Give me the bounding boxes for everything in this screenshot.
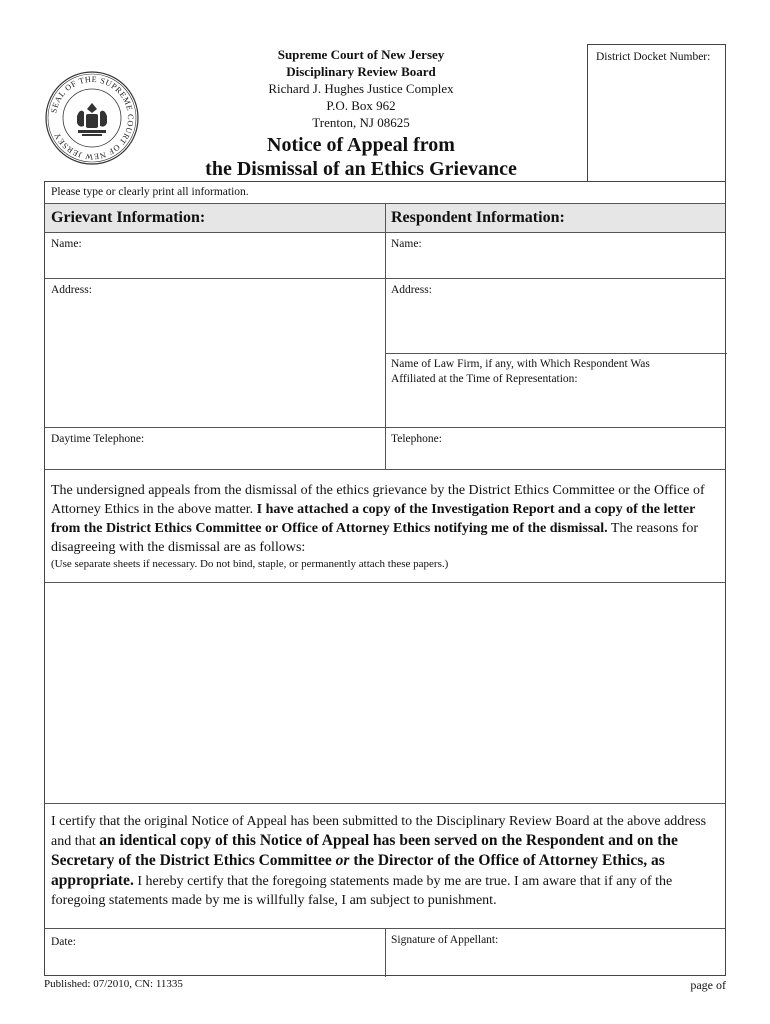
city-address: Trenton, NJ 08625: [312, 115, 410, 130]
respondent-section-heading: Respondent Information:: [385, 204, 725, 232]
board-name: Disciplinary Review Board: [286, 64, 436, 79]
grievant-phone-label: Daytime Telephone:: [51, 433, 145, 445]
page-number: page of: [690, 978, 726, 992]
signature-label: Signature of Appellant:: [391, 934, 499, 946]
appeal-statement: The undersigned appeals from the dismissal of the ethics grievance by the District Ethics Committee or the Office of Attorney Ethics in the above matter. I have attached a copy of the Investigation Report and a copy of the letter from the District Ethics Committee or Office of Attorney Ethics notifying me of the dismissal. The reasons for disagreeing with the dismissal are as follows: (Use separate sheets if necessary. Do not bind, staple, or permanently attach these papers.): [51, 481, 719, 571]
grievant-address-field[interactable]: [45, 279, 385, 427]
respondent-phone-label: Telephone:: [391, 433, 442, 445]
reasons-textarea[interactable]: [45, 583, 725, 803]
instructions-text: Please type or clearly print all information.: [51, 186, 249, 198]
firm-label-line-2: Affiliated at the Time of Representation:: [391, 373, 578, 385]
grievant-address-label: Address:: [51, 284, 92, 296]
docket-label: District Docket Number:: [596, 51, 711, 63]
date-field[interactable]: [45, 929, 385, 976]
grievant-section-heading: Grievant Information:: [45, 204, 385, 232]
po-box: P.O. Box 962: [326, 98, 396, 113]
divider: [45, 803, 725, 804]
complex-name: Richard J. Hughes Justice Complex: [268, 81, 454, 96]
respondent-address-label: Address:: [391, 284, 432, 296]
court-name: Supreme Court of New Jersey: [277, 47, 445, 62]
seal-ring-text: SEAL OF THE SUPREME COURT OF NEW JERSEY: [49, 74, 136, 162]
grievant-name-label: Name:: [51, 238, 82, 250]
court-seal-logo: [44, 70, 140, 166]
respondent-name-label: Name:: [391, 238, 422, 250]
respondent-name-field[interactable]: [386, 233, 726, 278]
divider: [45, 469, 725, 470]
district-docket-number-field[interactable]: [587, 44, 726, 182]
grievant-phone-field[interactable]: [45, 428, 385, 469]
signature-field[interactable]: [386, 929, 726, 976]
form-title-line-2: the Dismissal of an Ethics Grievance: [205, 158, 517, 180]
respondent-law-firm-field[interactable]: [386, 354, 726, 427]
respondent-phone-field[interactable]: [386, 428, 726, 469]
form-title-line-1: Notice of Appeal from: [267, 134, 455, 156]
appeal-form: [44, 181, 726, 976]
court-header: [200, 46, 522, 181]
published-info: Published: 07/2010, CN: 11335: [44, 978, 183, 990]
date-label: Date:: [51, 936, 76, 948]
firm-label-line-1: Name of Law Firm, if any, with Which Respondent Was: [391, 358, 650, 370]
respondent-address-field[interactable]: [386, 279, 726, 353]
appeal-note: (Use separate sheets if necessary. Do not bind, staple, or permanently attach these papers.): [51, 558, 449, 570]
certification-statement: I certify that the original Notice of Appeal has been submitted to the Disciplinary Review Board at the above address and that an identical copy of this Notice of Appeal has been served on the Respondent and on the Secretary of the District Ethics Committee or the Director of the Office of Attorney Ethics, as appropriate. I hereby certify that the foregoing statements made by me are true. I am aware that if any of the foregoing statements made by me is willfully false, I am subject to punishment.: [51, 814, 707, 908]
grievant-name-field[interactable]: [45, 233, 385, 278]
